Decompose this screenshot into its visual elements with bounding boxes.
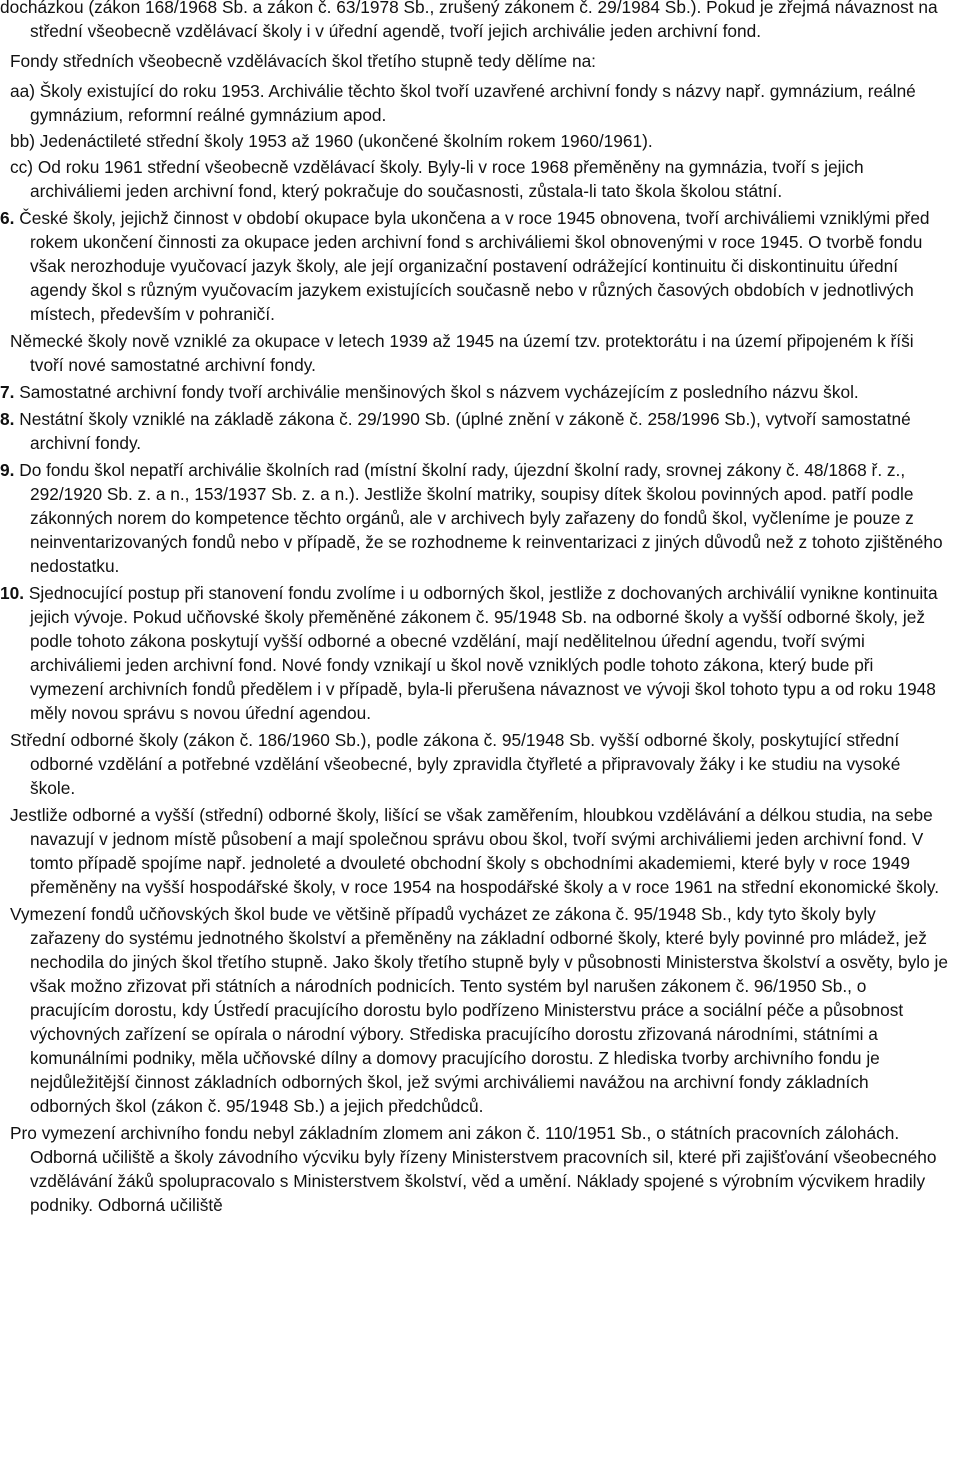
paragraph-number: 7. [0,382,15,402]
paragraph-text: Střední odborné školy (zákon č. 186/1960 Sb.), podle zákona č. 95/1948 Sb. vyšší odborné školy, poskytující střední odborné vzdělání a potřebné vzdělání všeobecné, byly zpravidla čtyřleté a připravovaly žáky i ke studiu na vysoké škole. [10,730,901,798]
paragraph-text: cc) Od roku 1961 střední všeobecně vzdělávací školy. Byly-li v roce 1968 přeměněny na gymnázia, tvoří s jejich archiváliemi jeden archivní fond, který pokračuje do současnosti, zůstala-li tato škola školou státní. [10,157,864,201]
numbered-paragraph [0,581,960,725]
numbered-paragraph [0,380,960,404]
paragraph [0,155,960,203]
paragraph-number: 6. [0,208,15,228]
paragraph-text: Fondy středních všeobecně vzdělávacích škol třetího stupně tedy dělíme na: [10,51,596,71]
paragraph-text: Samostatné archivní fondy tvoří archiválie menšinových škol s názvem vycházejícím z posledního názvu škol. [19,382,859,402]
paragraph [0,803,960,899]
paragraph [0,49,960,73]
paragraph-number: 9. [0,460,15,480]
numbered-paragraph [0,458,960,578]
numbered-paragraph [0,206,960,326]
paragraph [0,129,960,153]
paragraph [0,902,960,1118]
paragraph-text: docházkou (zákon 168/1968 Sb. a zákon č. 63/1978 Sb., zrušený zákonem č. 29/1984 Sb.). Pokud je zřejmá návaznost na střední všeobecně vzdělávací školy i v úřední agendě, tvoří jejich archiválie jeden archivní fond. [0,0,938,41]
paragraph [0,329,960,377]
paragraph-text: Jestliže odborné a vyšší (střední) odborné školy, lišící se však zaměřením, hloubkou vzdělávání a délkou studia, na sebe navazují v jednom místě působení a mají společnou správu obou škol, tvoří svými archiváliemi jeden archivní fond. V tomto případě spojíme např. jednoleté a dvouleté obchodní školy s obchodními akademiemi, které byly v roce 1949 přeměněny na vyšší hospodářské školy, v roce 1954 na hospodářské školy a v roce 1961 na střední ekonomické školy. [10,805,940,897]
paragraph-text: Sjednocující postup při stanovení fondu zvolíme i u odborných škol, jestliže z dochovaných archiválií vynikne kontinuita jejich vývoje. Pokud učňovské školy přeměněné zákonem č. 95/1948 Sb. na odborné školy a vyšší odborné školy, jež podle tohoto zákona poskytují vyšší odborné a obecné vzdělání, mají nedělitelnou úřední agendu, tvoří svými archiváliemi jeden archivní fond. Nové fondy vznikají u škol nově vzniklých podle tohoto zákona, který bude při vymezení archivních fondů předělem i v případě, byla-li přerušena návaznost ve vývoji škol tohoto typu a od roku 1948 měly novou správu s novou úřední agendou. [28,583,938,723]
paragraph-text: České školy, jejichž činnost v období okupace byla ukončena a v roce 1945 obnovena, tvoří archiváliemi vzniklými před rokem ukončení činnosti za okupace jeden archivní fond s archiváliemi škol obnovenými v roce 1945. O tvorbě fondu však nerozhoduje vyučovací jazyk školy, ale její organizační postavení odrážející kontinuitu či diskontinuitu úřední agendy škol s různým vyučovacím jazykem existujících současně nebo v různých časových obdobích v jednotlivých místech, především v pohraničí. [19,208,930,324]
paragraph-text: Do fondu škol nepatří archiválie školních rad (místní školní rady, újezdní školní rady, srovnej zákony č. 48/1868 ř. z., 292/1920 Sb. z. a n., 153/1937 Sb. z. a n.). Jestliže školní matriky, soupisy dítek školou povinných apod. patří podle zákonných norem do kompetence těchto orgánů, ale v archivech byly zařazeny do fondů škol, vyčleníme je pouze z neinventarizovaných fondů nebo v případě, že se rozhodneme k reinventarizaci z jiných důvodů než z tohoto zjištěného nedostatku. [19,460,943,576]
paragraph [0,79,960,127]
paragraph [0,728,960,800]
paragraph-text: Pro vymezení archivního fondu nebyl základním zlomem ani zákon č. 110/1951 Sb., o státních pracovních zálohách. Odborná učiliště a školy závodního výcviku byly řízeny Ministerstvem pracovních sil, které při zajišťování všeobecného vzdělávání žáků spolupracovalo s Ministerstvem školství, věd a umění. Náklady spojené s výrobním výcvikem hradily podniky. Odborná učiliště [10,1123,937,1215]
paragraph-number: 8. [0,409,15,429]
paragraph-text: aa) Školy existující do roku 1953. Archiválie těchto škol tvoří uzavřené archivní fondy s názvy např. gymnázium, reálné gymnázium, reformní reálné gymnázium apod. [10,81,916,125]
paragraph-number: 10. [0,583,25,603]
paragraph-text: Německé školy nově vzniklé za okupace v letech 1939 až 1945 na území tzv. protektorátu i na území připojeném k říši tvoří nové samostatné archivní fondy. [10,331,914,375]
paragraph [0,0,960,43]
paragraph-text: Vymezení fondů učňovských škol bude ve většině případů vycházet ze zákona č. 95/1948 Sb., kdy tyto školy byly zařazeny do systému jednotného školství a přeměněny na základní odborné školy, které byly povinné pro mládež, jež nechodila do jiných škol třetího stupně. Jako školy třetího stupně byly v působnosti Ministerstva školství a osvěty, bylo je však možno zřizovat při státních a národních podnicích. Tento systém byl narušen zákonem č. 96/1950 Sb., o pracujícím dorostu, kdy Ústředí pracujícího dorostu bylo podřízeno Ministerstvu práce a sociální péče a působnost výchovných zařízení se opírala o národní výbory. Střediska pracujícího dorostu zřizovaná národními, státními a komunálními podniky, měla učňovské dílny a domovy pracujícího dorostu. Z hlediska tvorby archivního fondu je nejdůležitější činnost základních odborných škol, jež svými archiváliemi navážou na archivní fondy základních odborných škol (zákon č. 95/1948 Sb.) a jejich předchůdců. [10,904,948,1116]
paragraph [0,1121,960,1217]
paragraph-text: bb) Jedenáctileté střední školy 1953 až 1960 (ukončené školním rokem 1960/1961). [10,131,653,151]
numbered-paragraph [0,407,960,455]
paragraph-text: Nestátní školy vzniklé na základě zákona č. 29/1990 Sb. (úplné znění v zákoně č. 258/1996 Sb.), vytvoří samostatné archivní fondy. [19,409,911,453]
